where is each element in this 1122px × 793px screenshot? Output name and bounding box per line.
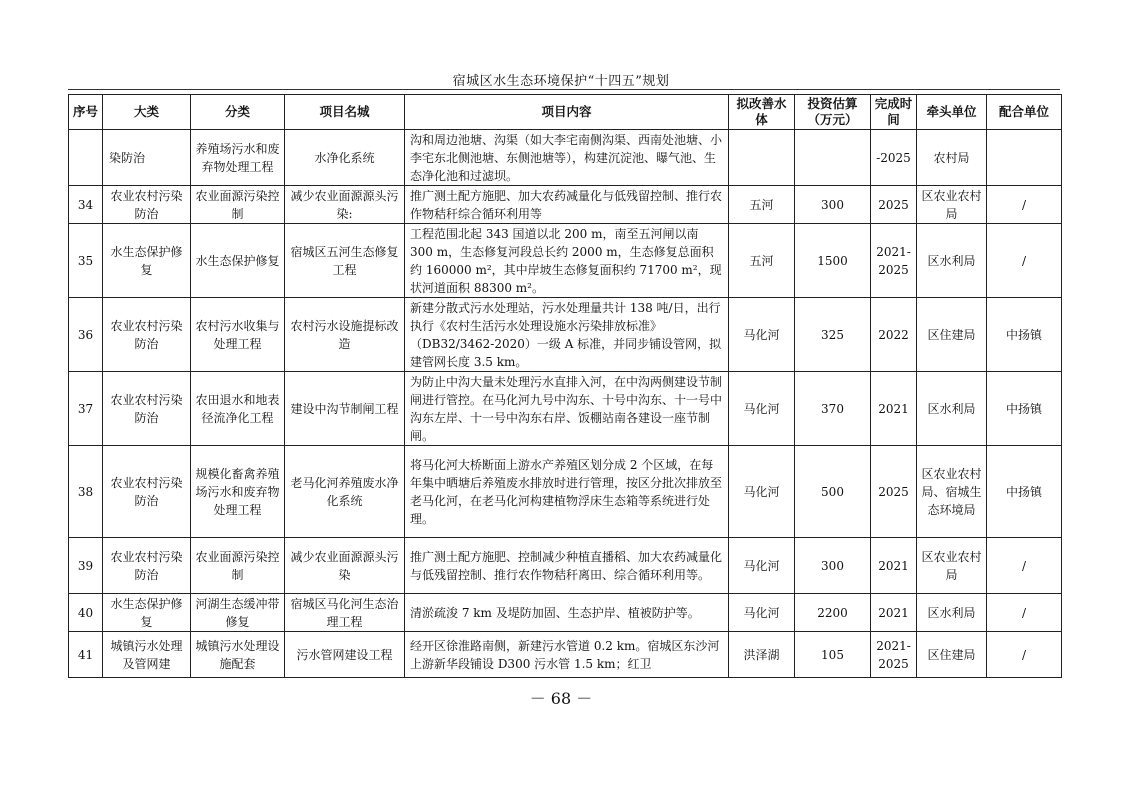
- cell-name: 污水管网建设工程: [285, 632, 405, 678]
- cell-partner: /: [987, 186, 1062, 224]
- cell-partner: 中扬镇: [987, 446, 1062, 538]
- col-header-partner: 配合单位: [987, 95, 1062, 130]
- cell-lead: 区住建局: [917, 298, 987, 372]
- cell-lead: 农村局: [917, 130, 987, 186]
- cell-no: 40: [69, 594, 103, 632]
- cell-partner: 中扬镇: [987, 372, 1062, 446]
- cell-category: 染防治: [103, 130, 191, 186]
- cell-no: 37: [69, 372, 103, 446]
- table-row-continuation: [69, 130, 1062, 186]
- cell-partner: /: [987, 538, 1062, 594]
- cell-category: 水生态保护修复: [103, 224, 191, 298]
- cell-time: 2025: [871, 186, 917, 224]
- cell-content: 沟和周边池塘、沟渠（如大李宅南侧沟渠、西南处池塘、小李宅东北侧池塘、东侧池塘等），构建沉淀池、曝气池、生态净化池和过滤坝。: [405, 130, 729, 186]
- cell-no: [69, 130, 103, 186]
- col-header-investment: 投资估算（万元）: [795, 95, 871, 130]
- cell-no: 38: [69, 446, 103, 538]
- cell-category: 农业农村污染防治: [103, 538, 191, 594]
- table-row: [69, 632, 1062, 678]
- cell-investment: 300: [795, 538, 871, 594]
- cell-time: -2025: [871, 130, 917, 186]
- table-row: [69, 594, 1062, 632]
- col-header-content: 项目内容: [405, 95, 729, 130]
- cell-name: 老马化河养殖废水净化系统: [285, 446, 405, 538]
- cell-content: 经开区徐淮路南侧，新建污水管道 0.2 km。宿城区东沙河上游新华段铺设 D300 污水管 1.5 km；红卫: [405, 632, 729, 678]
- col-header-subcategory: 分类: [191, 95, 285, 130]
- project-table: [68, 94, 1062, 678]
- cell-category: 农业农村污染防治: [103, 446, 191, 538]
- col-header-time: 完成时间: [871, 95, 917, 130]
- cell-name: 建设中沟节制闸工程: [285, 372, 405, 446]
- col-header-water: 拟改善水体: [729, 95, 795, 130]
- cell-category: 城镇污水处理及管网建: [103, 632, 191, 678]
- cell-subcategory: 规模化畜禽养殖场污水和废弃物处理工程: [191, 446, 285, 538]
- cell-name: 减少农业面源源头污染:: [285, 186, 405, 224]
- cell-no: 41: [69, 632, 103, 678]
- cell-time: 2021-2025: [871, 224, 917, 298]
- cell-content: 清淤疏浚 7 km 及堤防加固、生态护岸、植被防护等。: [405, 594, 729, 632]
- header-rule: [68, 89, 1060, 90]
- cell-time: 2021: [871, 594, 917, 632]
- cell-investment: 105: [795, 632, 871, 678]
- col-header-category: 大类: [103, 95, 191, 130]
- cell-lead: 区农业农村局、宿城生态环境局: [917, 446, 987, 538]
- cell-subcategory: 河湖生态缓冲带修复: [191, 594, 285, 632]
- table-row: [69, 372, 1062, 446]
- cell-category: 农业农村污染防治: [103, 372, 191, 446]
- cell-content: 推广测土配方施肥、加大农药减量化与低残留控制、推行农作物秸秆综合循环利用等: [405, 186, 729, 224]
- cell-category: 农业农村污染防治: [103, 298, 191, 372]
- cell-investment: [795, 130, 871, 186]
- cell-no: 35: [69, 224, 103, 298]
- cell-water: 五河: [729, 186, 795, 224]
- cell-time: 2022: [871, 298, 917, 372]
- cell-investment: 325: [795, 298, 871, 372]
- cell-water: 马化河: [729, 538, 795, 594]
- table-row: [69, 224, 1062, 298]
- cell-lead: 区农业农村局: [917, 186, 987, 224]
- cell-content: 新建分散式污水处理站，污水处理量共计 138 吨/日，出行执行《农村生活污水处理设施水污染排放标准》（DB32/3462-2020）一级 A 标准，并同步铺设管网，拟建管网长度 3.5 km。: [405, 298, 729, 372]
- cell-subcategory: 农业面源污染控制: [191, 538, 285, 594]
- cell-subcategory: 养殖场污水和废弃物处理工程: [191, 130, 285, 186]
- cell-subcategory: 农业面源污染控制: [191, 186, 285, 224]
- table-row: [69, 538, 1062, 594]
- cell-name: 宿城区五河生态修复工程: [285, 224, 405, 298]
- cell-water: 洪泽湖: [729, 632, 795, 678]
- cell-no: 34: [69, 186, 103, 224]
- cell-time: 2025: [871, 446, 917, 538]
- cell-no: 39: [69, 538, 103, 594]
- cell-no: 36: [69, 298, 103, 372]
- cell-name: 农村污水设施提标改造: [285, 298, 405, 372]
- cell-lead: 区水利局: [917, 224, 987, 298]
- col-header-no: 序号: [69, 95, 103, 130]
- cell-water: 马化河: [729, 594, 795, 632]
- cell-investment: 2200: [795, 594, 871, 632]
- cell-time: 2021: [871, 538, 917, 594]
- cell-partner: 中扬镇: [987, 298, 1062, 372]
- cell-category: 水生态保护修复: [103, 594, 191, 632]
- cell-subcategory: 农田退水和地表径流净化工程: [191, 372, 285, 446]
- cell-water: 马化河: [729, 298, 795, 372]
- cell-content: 推广测土配方施肥、控制减少种植直播稻、加大农药减量化与低残留控制、推行农作物秸秆离田、综合循环利用等。: [405, 538, 729, 594]
- cell-time: 2021-2025: [871, 632, 917, 678]
- table-row: [69, 186, 1062, 224]
- cell-water: [729, 130, 795, 186]
- col-header-name: 项目名城: [285, 95, 405, 130]
- cell-name: 水净化系统: [285, 130, 405, 186]
- cell-category: 农业农村污染防治: [103, 186, 191, 224]
- table-row: [69, 446, 1062, 538]
- cell-partner: /: [987, 224, 1062, 298]
- cell-partner: /: [987, 632, 1062, 678]
- page-number: － 68 －: [529, 689, 593, 708]
- table-row: [69, 298, 1062, 372]
- cell-water: 马化河: [729, 372, 795, 446]
- cell-subcategory: 农村污水收集与处理工程: [191, 298, 285, 372]
- cell-content: 工程范围北起 343 国道以北 200 m，南至五河闸以南 300 m，生态修复河段总长约 2000 m，生态修复总面积约 160000 m²，其中岸坡生态修复面积约 71700 m²，现状河道面积 88300 m²。: [405, 224, 729, 298]
- cell-content: 为防止中沟大量未处理污水直排入河，在中沟两侧建设节制闸进行管控。在马化河九号中沟东、十号中沟东、十一号中沟东左岸、十一号中沟东右岸、饭棚站南各建设一座节制闸。: [405, 372, 729, 446]
- cell-name: 宿城区马化河生态治理工程: [285, 594, 405, 632]
- cell-partner: /: [987, 594, 1062, 632]
- cell-content: 将马化河大桥断面上游水产养殖区划分成 2 个区域，在每年集中晒塘后养殖废水排放时进行管理，按区分批次排放至老马化河，在老马化河构建植物浮床生态箱等系统进行处理。: [405, 446, 729, 538]
- cell-time: 2021: [871, 372, 917, 446]
- cell-lead: 区水利局: [917, 372, 987, 446]
- cell-lead: 区农业农村局: [917, 538, 987, 594]
- cell-investment: 1500: [795, 224, 871, 298]
- cell-investment: 300: [795, 186, 871, 224]
- cell-lead: 区水利局: [917, 594, 987, 632]
- table-header-row: [69, 95, 1062, 130]
- cell-partner: [987, 130, 1062, 186]
- cell-water: 五河: [729, 224, 795, 298]
- cell-water: 马化河: [729, 446, 795, 538]
- cell-subcategory: 水生态保护修复: [191, 224, 285, 298]
- cell-lead: 区住建局: [917, 632, 987, 678]
- document-header-title: 宿城区水生态环境保护“十四五”规划: [452, 74, 670, 89]
- cell-investment: 370: [795, 372, 871, 446]
- cell-investment: 500: [795, 446, 871, 538]
- cell-subcategory: 城镇污水处理设施配套: [191, 632, 285, 678]
- col-header-lead: 牵头单位: [917, 95, 987, 130]
- cell-name: 减少农业面源源头污染: [285, 538, 405, 594]
